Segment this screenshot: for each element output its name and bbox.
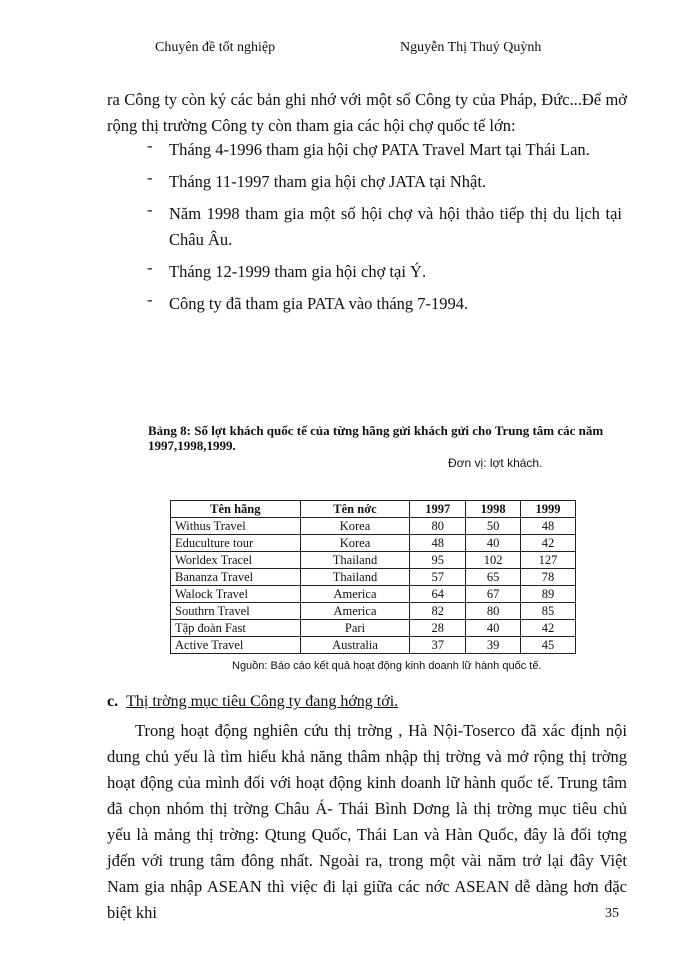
- dash-marker: -: [147, 200, 153, 219]
- value-1998: 65: [466, 569, 521, 586]
- list-item: - Công ty đã tham gia PATA vào tháng 7-1994.: [147, 291, 622, 317]
- agency-name: Southrn Travel: [171, 603, 301, 620]
- value-1997: 64: [410, 586, 466, 603]
- agency-name: Active Travel: [171, 637, 301, 654]
- country: Australia: [300, 637, 410, 654]
- dash-marker: -: [147, 258, 153, 277]
- list-item: - Năm 1998 tham gia một số hội chợ và hội thảo tiếp thị du lịch tại Châu Âu.: [147, 201, 622, 253]
- value-1999: 42: [521, 535, 576, 552]
- value-1999: 127: [521, 552, 576, 569]
- value-1997: 95: [410, 552, 466, 569]
- value-1999: 45: [521, 637, 576, 654]
- value-1998: 39: [466, 637, 521, 654]
- value-1998: 50: [466, 518, 521, 535]
- value-1997: 57: [410, 569, 466, 586]
- country: Thailand: [300, 552, 410, 569]
- table-row: [171, 586, 576, 603]
- table-row: [171, 569, 576, 586]
- table-row: [171, 535, 576, 552]
- column-header: 1999: [521, 501, 576, 518]
- body-paragraph: Trong hoạt động nghiên cứu thị trờng , Hà Nội-Toserco đã xác định nội dung chủ yếu là tìm hiểu khả năng thâm nhập thị trờng và mở rộng thị trờng hoạt động của mình đối với hoạt động kinh doanh lữ hành quốc tế. Trung tâm đã chọn nhóm thị trờng Châu Á- Thái Bình Dơng là thị trờng mục tiêu chủ yếu là mảng thị trờng: Qtung Quốc, Thái Lan và Hàn Quốc, đây là đối tợng jđến với trung tâm đông nhất. Ngoài ra, trong một vài năm trở lại đây Việt Nam gia nhập ASEAN thì việc đi lại giữa các nớc ASEAN dễ dàng hơn đặc biệt khi: [107, 721, 627, 922]
- unit-note: Đơn vị: lợt khách.: [448, 456, 543, 470]
- table-row: [171, 620, 576, 637]
- agency-name: Educulture tour: [171, 535, 301, 552]
- value-1999: 85: [521, 603, 576, 620]
- column-header: Tên nớc: [300, 501, 410, 518]
- value-1998: 67: [466, 586, 521, 603]
- value-1998: 40: [466, 535, 521, 552]
- table-source: Nguồn: Báo cáo kết quả hoạt động kinh doanh lữ hành quốc tế.: [232, 660, 542, 672]
- agency-name: Withus Travel: [171, 518, 301, 535]
- running-header-right: Nguyễn Thị Thuý Quỳnh: [400, 40, 542, 55]
- agency-name: Walock Travel: [171, 586, 301, 603]
- table-row: [171, 637, 576, 654]
- value-1997: 37: [410, 637, 466, 654]
- agency-name: Tập đoàn Fast: [171, 620, 301, 637]
- country: Thailand: [300, 569, 410, 586]
- value-1997: 80: [410, 518, 466, 535]
- country: America: [300, 586, 410, 603]
- page-number: 35: [605, 906, 619, 921]
- value-1997: 82: [410, 603, 466, 620]
- section-heading: [107, 693, 398, 711]
- table-header-row: [171, 501, 576, 518]
- table-row: [171, 552, 576, 569]
- visitor-table: [170, 500, 576, 654]
- column-header: Tên hãng: [171, 501, 301, 518]
- value-1999: 78: [521, 569, 576, 586]
- dash-marker: -: [147, 136, 153, 155]
- list-item: - Tháng 11-1997 tham gia hội chợ JATA tại Nhật.: [147, 169, 622, 195]
- value-1998: 102: [466, 552, 521, 569]
- country: Korea: [300, 535, 410, 552]
- dash-marker: -: [147, 290, 153, 309]
- value-1999: 48: [521, 518, 576, 535]
- table-caption: Bảng 8: Số lợt khách quốc tế của từng hãng gửi khách gửi cho Trung tâm các năm 1997,1998,1999.: [148, 423, 604, 453]
- table-row: [171, 518, 576, 535]
- list-item: - Tháng 4-1996 tham gia hội chợ PATA Travel Mart tại Thái Lan.: [147, 137, 622, 163]
- value-1997: 28: [410, 620, 466, 637]
- agency-name: Worldex Tracel: [171, 552, 301, 569]
- running-header-left: Chuyên đề tốt nghiệp: [155, 40, 276, 55]
- country: Korea: [300, 518, 410, 535]
- column-header: 1997: [410, 501, 466, 518]
- section-letter: c.: [107, 693, 119, 710]
- table-row: [171, 603, 576, 620]
- dash-marker: -: [147, 168, 153, 187]
- intro-paragraph: ra Công ty còn ký các bản ghi nhớ với một số Công ty của Pháp, Đức...Để mở rộng thị trường Công ty còn tham gia các hội chợ quốc tế lớn:: [107, 90, 627, 135]
- list-item: - Tháng 12-1999 tham gia hội chợ tại Ý.: [147, 259, 622, 285]
- column-header: 1998: [466, 501, 521, 518]
- country: America: [300, 603, 410, 620]
- agency-name: Bananza Travel: [171, 569, 301, 586]
- value-1999: 42: [521, 620, 576, 637]
- value-1997: 48: [410, 535, 466, 552]
- fair-list: [147, 137, 622, 323]
- value-1999: 89: [521, 586, 576, 603]
- section-title: Thị trờng mục tiêu Công ty đang hớng tới.: [126, 693, 399, 710]
- country: Pari: [300, 620, 410, 637]
- value-1998: 40: [466, 620, 521, 637]
- value-1998: 80: [466, 603, 521, 620]
